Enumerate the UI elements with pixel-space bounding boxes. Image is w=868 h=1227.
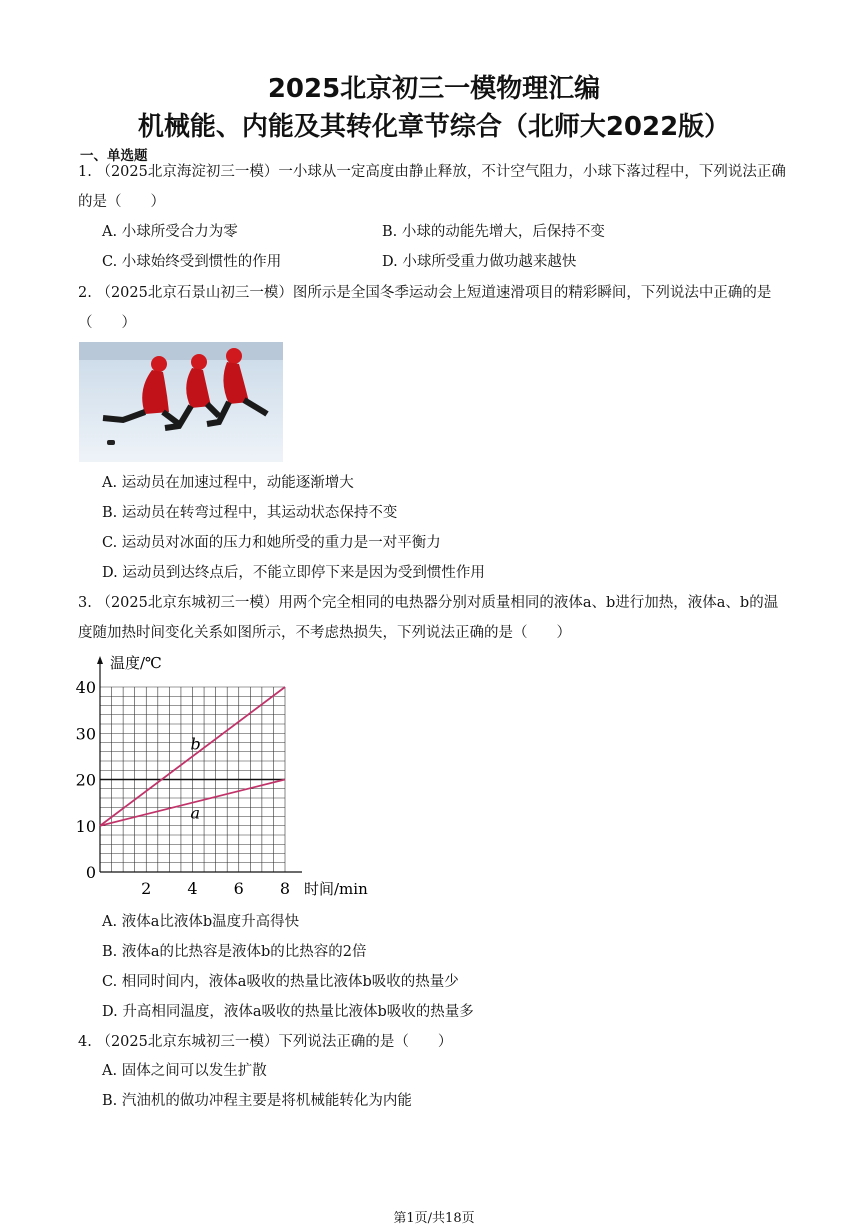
q3-option-b: B. 液体a的比热容是液体b的比热容的2倍 bbox=[102, 944, 367, 960]
q2-option-a: A. 运动员在加速过程中，动能逐渐增大 bbox=[102, 475, 354, 491]
y-tick-label: 30 bbox=[75, 724, 96, 744]
q4-option-a: A. 固体之间可以发生扩散 bbox=[102, 1063, 267, 1079]
q4-option-b: B. 汽油机的做功冲程主要是将机械能转化为内能 bbox=[102, 1093, 412, 1109]
series-label-b: b bbox=[190, 734, 201, 754]
q2-option-c: C. 运动员对冰面的压力和她所受的重力是一对平衡力 bbox=[102, 535, 441, 551]
page-subtitle: 机械能、内能及其转化章节综合（北师大2022版） bbox=[137, 112, 731, 142]
question-1-stem: 1. （2025北京海淀初三一模）一小球从一定高度由静止释放，不计空气阻力，小球下落过程中，下列说法正确的是（ ） bbox=[78, 164, 786, 210]
q1-option-d: D. 小球所受重力做功越来越快 bbox=[382, 254, 577, 270]
q2-option-b: B. 运动员在转弯过程中，其运动状态保持不变 bbox=[102, 505, 398, 521]
x-tick-label: 4 bbox=[187, 879, 198, 898]
x-tick-label: 6 bbox=[233, 879, 244, 898]
chart-axes bbox=[97, 656, 302, 872]
x-tick-label: 8 bbox=[279, 879, 291, 898]
question-2-stem: 2. （2025北京石景山初三一模）图所示是全国冬季运动会上短道速滑项目的精彩瞬间，下列说法中正确的是（ ） bbox=[78, 285, 772, 331]
chart-grid bbox=[100, 687, 285, 872]
question-4-stem: 4. （2025北京东城初三一模）下列说法正确的是（ ） bbox=[78, 1034, 453, 1050]
q3-option-c: C. 相同时间内，液体a吸收的热量比液体b吸收的热量少 bbox=[102, 974, 459, 990]
q2-option-d: D. 运动员到达终点后，不能立即停下来是因为受到惯性作用 bbox=[102, 565, 485, 581]
y-tick-label: 40 bbox=[75, 678, 96, 697]
x-tick-label: 2 bbox=[141, 879, 152, 898]
q1-option-b: B. 小球的动能先增大，后保持不变 bbox=[382, 224, 605, 240]
q1-option-a: A. 小球所受合力为零 bbox=[102, 224, 238, 240]
temperature-time-chart bbox=[75, 650, 378, 900]
y-tick-label: 10 bbox=[75, 816, 96, 836]
page-footer: 第1页/共18页 bbox=[393, 1211, 475, 1226]
chart-y-label: 温度/℃ bbox=[110, 654, 162, 672]
speed-skating-photo bbox=[79, 342, 283, 462]
section-heading: 一、单选题 bbox=[80, 148, 148, 164]
page-title: 2025北京初三一模物理汇编 bbox=[267, 74, 601, 104]
q3-option-d: D. 升高相同温度，液体a吸收的热量比液体b吸收的热量多 bbox=[102, 1004, 474, 1020]
y-tick-label: 0 bbox=[85, 863, 96, 882]
y-axis-arrow bbox=[97, 656, 103, 664]
chart-x-label: 时间/min bbox=[304, 880, 368, 898]
question-3-stem: 3. （2025北京东城初三一模）用两个完全相同的电热器分别对质量相同的液体a、b进行加热，液体a、b的温度随加热时间变化关系如图所示，不考虑热损失，下列说法正确的是（ ） bbox=[78, 595, 779, 641]
y-tick-label: 20 bbox=[75, 770, 96, 790]
series-label-a: a bbox=[190, 803, 201, 823]
q1-option-c: C. 小球始终受到惯性的作用 bbox=[102, 254, 282, 270]
q3-option-a: A. 液体a比液体b温度升高得快 bbox=[102, 914, 300, 930]
